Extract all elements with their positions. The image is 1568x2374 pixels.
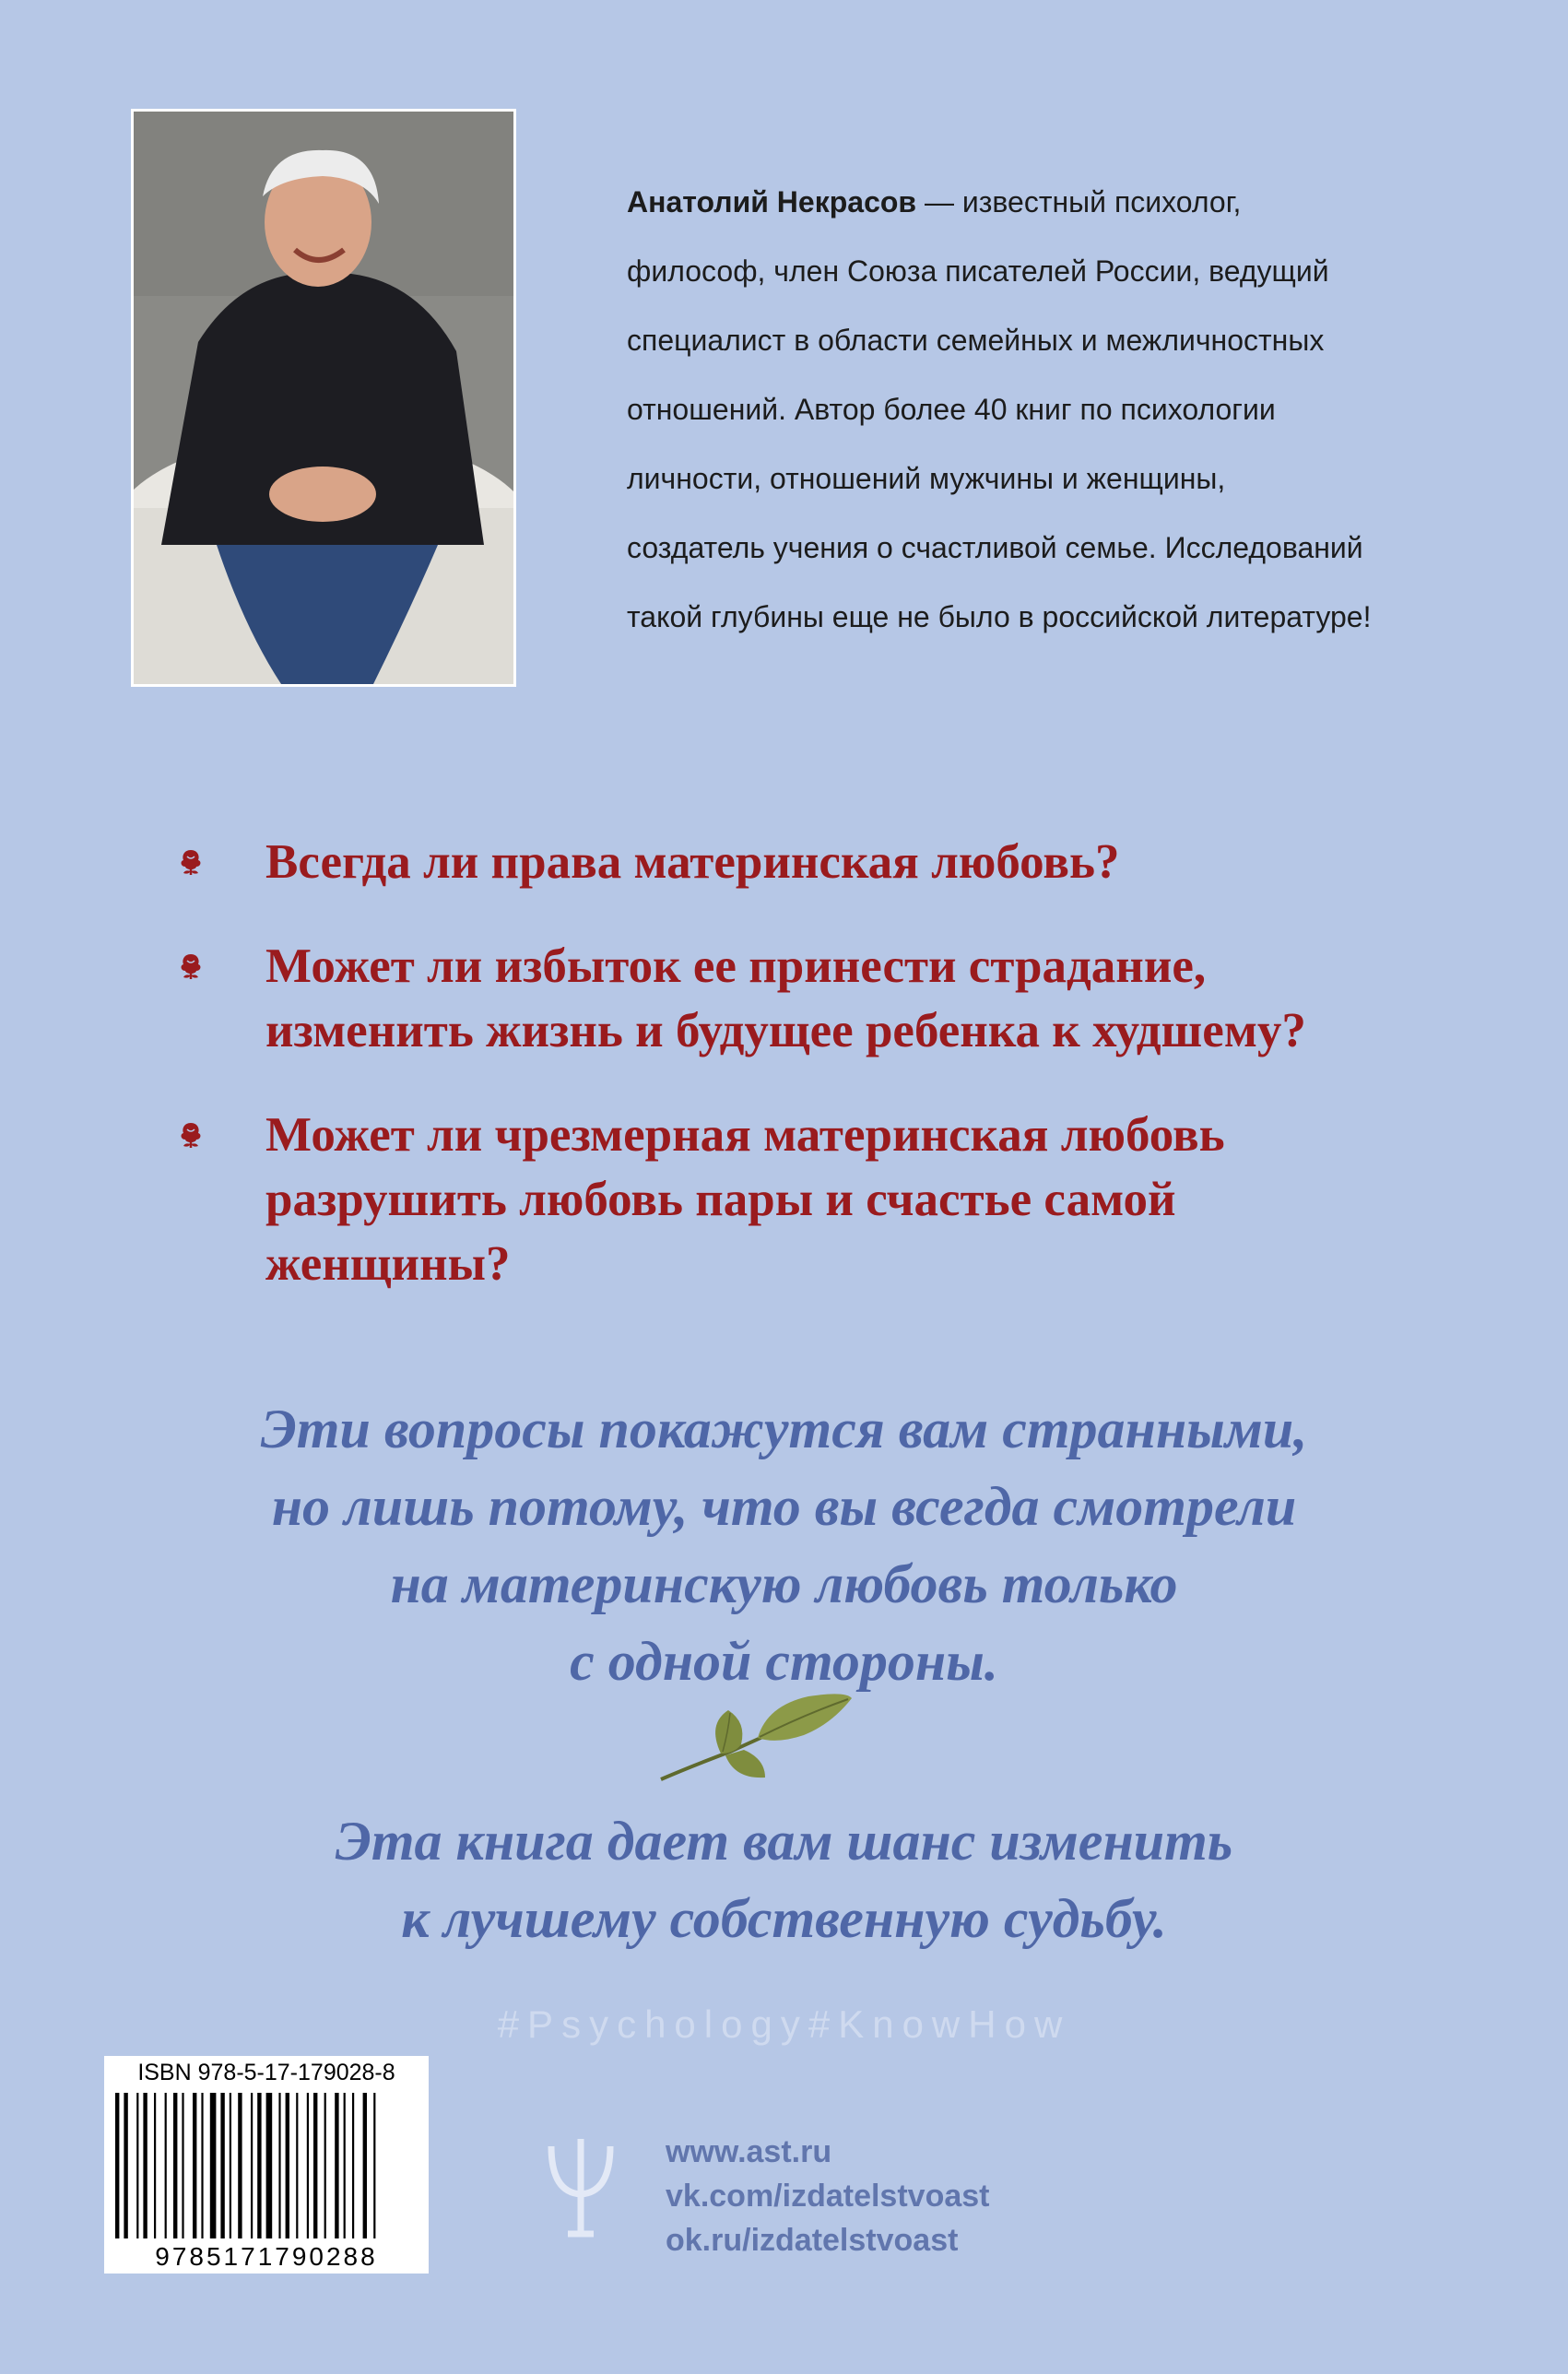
barcode-bar (324, 2093, 326, 2238)
question-item (175, 830, 1373, 894)
quote-block-1 (0, 1390, 1568, 1700)
barcode-bar (165, 2093, 167, 2238)
barcode-bar (352, 2093, 354, 2238)
quote-1-line-2: но лишь потому, что вы всегда смотрели (271, 1476, 1297, 1537)
author-bio (627, 168, 1392, 652)
author-photo (131, 109, 516, 687)
barcode-bar (278, 2093, 280, 2238)
bio-line-3: специалист в области семейных и межличностных (627, 324, 1325, 357)
question-3-line-3: женщины? (265, 1237, 511, 1291)
question-item (175, 1103, 1373, 1296)
bio-intro: — известный психолог, (916, 185, 1242, 219)
rose-bullet-icon (175, 846, 206, 878)
link-website[interactable]: www.ast.ru (666, 2134, 832, 2169)
barcode-bar (373, 2093, 375, 2238)
publisher-links (666, 2130, 989, 2262)
isbn-number: ISBN 978-5-17-179028-8 (137, 2060, 395, 2085)
link-ok[interactable]: ok.ru/izdatelstvoast (666, 2223, 959, 2258)
barcode-bar (238, 2093, 242, 2238)
barcode-bar (257, 2093, 261, 2238)
rose-bullet-icon (175, 1119, 206, 1151)
bio-line-4: отношений. Автор более 40 книг по психологии (627, 393, 1276, 426)
bio-line-7: такой глубины еще не было в российской литературе! (627, 600, 1372, 633)
quote-2-line-1: Эта книга дает вам шанс изменить (335, 1811, 1233, 1872)
quote-block-2 (0, 1802, 1568, 1957)
bio-line-6: создатель учения о счастливой семье. Исследований (627, 531, 1363, 564)
hashtag-series: #Psychology#KnowHow (497, 2002, 1071, 2046)
question-2-line-2: изменить жизнь и будущее ребенка к худшему? (265, 1004, 1306, 1057)
bio-line-2: философ, член Союза писателей России, ведущий (627, 254, 1329, 288)
barcode-bar (313, 2093, 317, 2238)
barcode-bar (286, 2093, 289, 2238)
quote-1-line-4: с одной стороны. (570, 1631, 998, 1692)
question-2-line-1: Может ли избыток ее принести страдание, (265, 939, 1207, 993)
barcode-bars (104, 2093, 429, 2240)
barcode-bar (143, 2093, 147, 2238)
barcode-bar (201, 2093, 203, 2238)
barcode-bar (296, 2093, 298, 2238)
barcode-bar (193, 2093, 196, 2238)
leaf-ornament-icon (656, 1687, 855, 1789)
barcode-bar (173, 2093, 177, 2238)
barcode-bar (210, 2093, 217, 2238)
barcode-bar (115, 2093, 119, 2238)
barcode-bar (154, 2093, 156, 2238)
barcode-digits: 9785171790288 (155, 2242, 378, 2271)
rose-bullet-icon (175, 951, 206, 982)
barcode-bar (136, 2093, 138, 2238)
author-name: Анатолий Некрасов (627, 185, 917, 219)
barcode-bar (335, 2093, 338, 2238)
link-vk[interactable]: vk.com/izdatelstvoast (666, 2179, 990, 2214)
quote-1-line-3: на материнскую любовь только (390, 1553, 1178, 1614)
barcode-bar (124, 2093, 127, 2238)
question-item (175, 934, 1373, 1063)
barcode-bar (266, 2093, 273, 2238)
barcode-bar (307, 2093, 309, 2238)
barcode-bar (344, 2093, 346, 2238)
isbn-barcode (104, 2056, 429, 2274)
barcode-bar (363, 2093, 367, 2238)
barcode-bar (230, 2093, 231, 2238)
author-portrait-illustration (134, 112, 513, 684)
question-1-line-1: Всегда ли права материнская любовь? (265, 835, 1120, 889)
bio-line-5: личности, отношений мужчины и женщины, (627, 462, 1226, 495)
psi-logo-icon (544, 2137, 618, 2238)
barcode-bar (251, 2093, 253, 2238)
bio-line-1 (627, 168, 1392, 237)
question-3-line-1: Может ли чрезмерная материнская любовь (265, 1108, 1225, 1162)
barcode-bar (182, 2093, 183, 2238)
quote-1-line-1: Эти вопросы покажутся вам странными, (260, 1399, 1308, 1459)
questions-list (175, 830, 1373, 1336)
quote-2-line-2: к лучшему собственную судьбу. (401, 1888, 1167, 1949)
barcode-bar (220, 2093, 224, 2238)
question-3-line-2: разрушить любовь пары и счастье самой (265, 1173, 1176, 1226)
